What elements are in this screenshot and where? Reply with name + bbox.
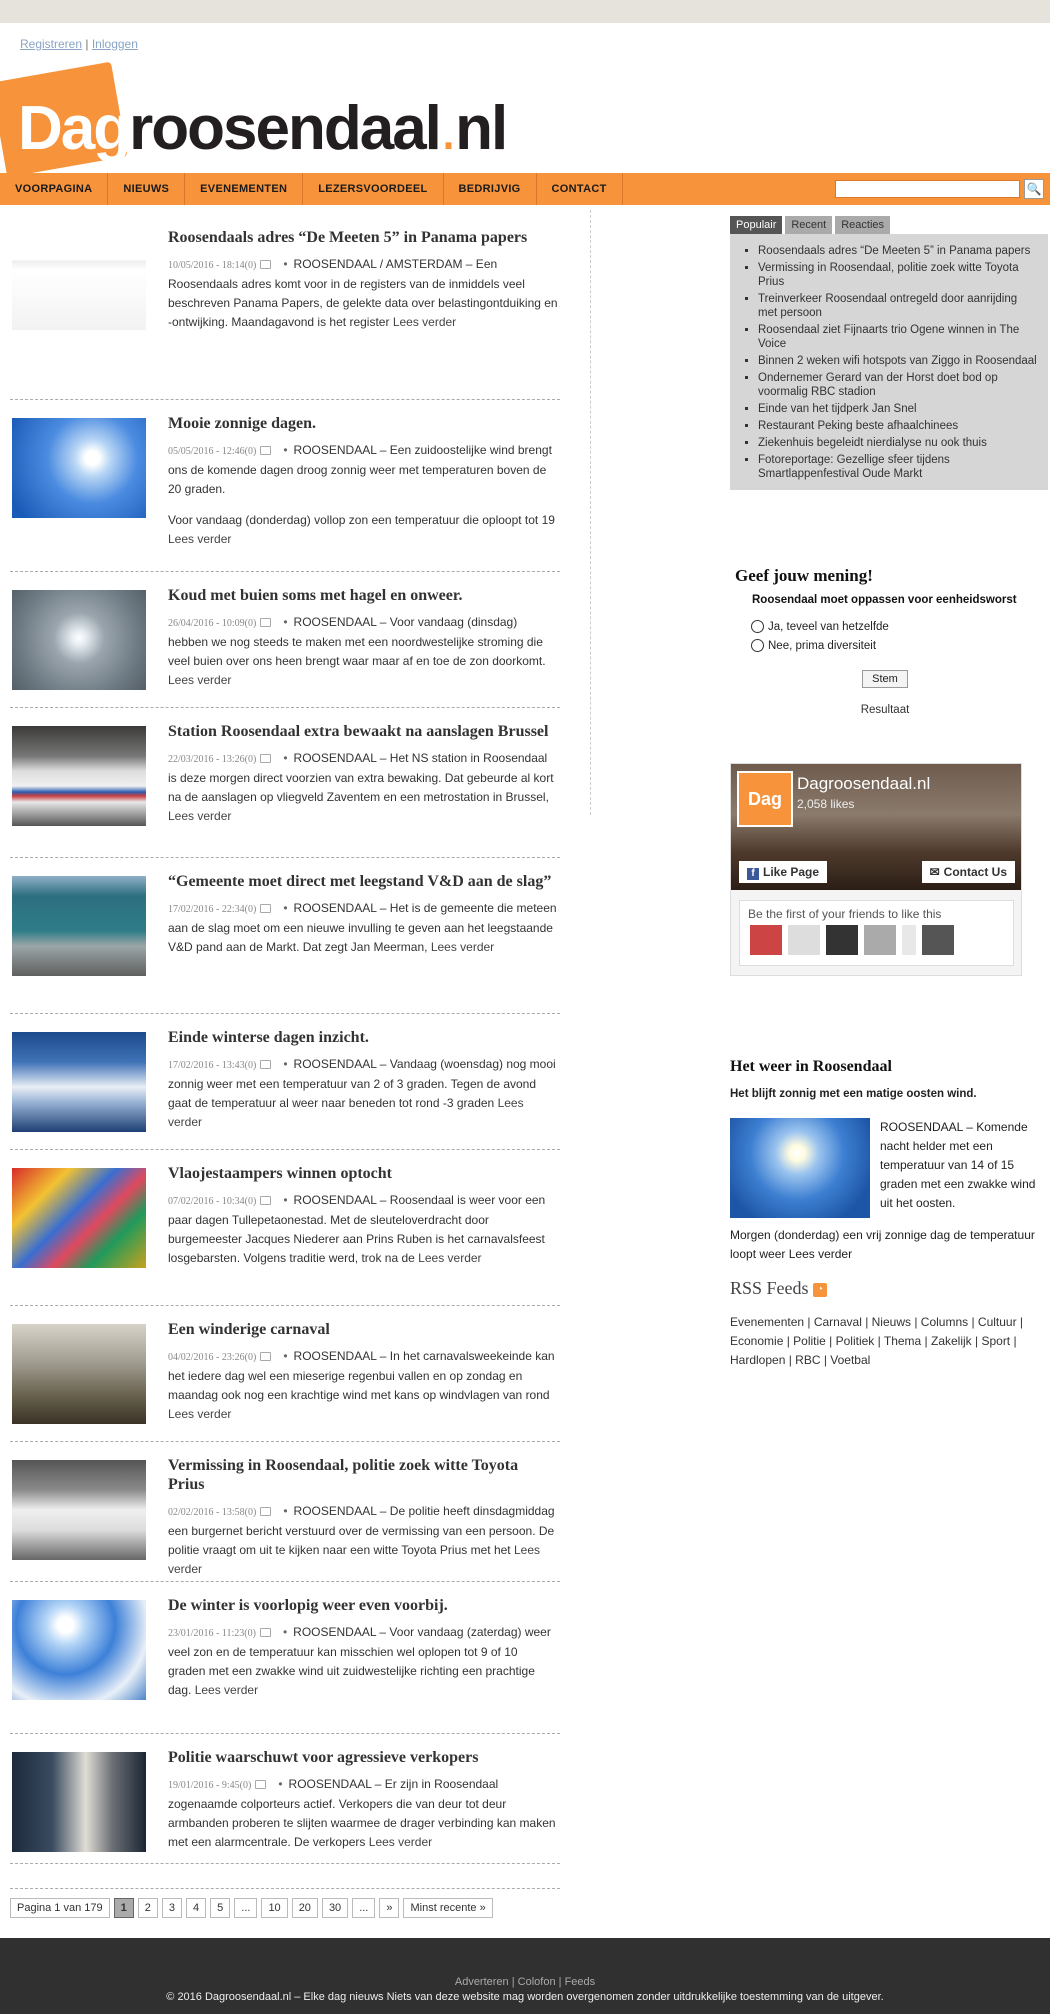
article-date: 02/02/2016 - 13:58: [168, 1507, 245, 1518]
contact-us-button[interactable]: ✉ Contact Us: [922, 861, 1015, 883]
bullet: •: [282, 1625, 288, 1639]
footer-link-colofon[interactable]: Colofon: [517, 1976, 556, 1988]
article-title[interactable]: Mooie zonnige dagen.: [168, 415, 316, 432]
main-nav: [0, 173, 1050, 205]
friend-avatar[interactable]: [864, 925, 896, 955]
tab-populair[interactable]: Populair: [730, 216, 782, 234]
article-date: 17/02/2016 - 22:34: [168, 904, 245, 915]
comment-icon[interactable]: [260, 754, 271, 763]
footer-links: Adverteren | Colofon | Feeds: [454, 1976, 596, 1988]
article-date: 17/02/2016 - 13:43: [168, 1060, 245, 1071]
article-excerpt-2: Voor vandaag (donderdag) vollop zon een temperatuur die oploopt tot 19: [168, 513, 555, 527]
friend-avatar[interactable]: [902, 925, 916, 955]
poll-widget: [735, 566, 1035, 716]
popular-item[interactable]: ▪ Treinverkeer Roosendaal ontregeld door aanrijding met persoon: [758, 292, 1038, 320]
article-item: [10, 1014, 560, 1150]
article-item: [10, 220, 560, 400]
comment-icon[interactable]: [260, 1060, 271, 1069]
facebook-friends-text: Be the first of your friends to like this: [748, 907, 942, 921]
pager-link[interactable]: 5: [210, 1898, 230, 1918]
weather-widget: [730, 1058, 1048, 1370]
article-content: [168, 1456, 558, 1579]
tab-reacties[interactable]: Reacties: [835, 216, 890, 234]
article-item: [10, 572, 560, 708]
article-date: 05/05/2016 - 12:46: [168, 446, 245, 457]
footer-link-feeds[interactable]: Feeds: [564, 1976, 596, 1988]
comment-count[interactable]: (0): [244, 1196, 257, 1207]
article-title[interactable]: Roosendaals adres “De Meeten 5” in Panama papers: [168, 229, 528, 246]
article-thumbnail[interactable]: [12, 1600, 146, 1700]
popular-item[interactable]: ▪ Ondernemer Gerard van der Horst doet bod op voormalig RBC stadion: [758, 371, 1038, 399]
nav-item-evenementen[interactable]: EVENEMENTEN: [185, 173, 303, 205]
friend-avatar[interactable]: [826, 925, 858, 955]
read-more-link[interactable]: Lees verder: [168, 1096, 524, 1129]
comment-icon[interactable]: [260, 1196, 271, 1205]
pager-link[interactable]: 10: [261, 1898, 287, 1918]
article-item: [10, 858, 560, 1014]
radio-icon[interactable]: [751, 639, 764, 652]
footer-link-adverteren[interactable]: Adverteren: [454, 1976, 509, 1988]
comment-count[interactable]: (0): [244, 1507, 257, 1518]
popular-widget: [730, 216, 1048, 490]
article-item: [10, 1150, 560, 1306]
article-item: [10, 1442, 560, 1582]
comment-icon[interactable]: [260, 904, 271, 913]
nav-item-nieuws[interactable]: NIEUWS: [108, 173, 185, 205]
article-thumbnail[interactable]: [12, 1324, 146, 1424]
pager-label: Pagina 1 van 179: [10, 1898, 110, 1918]
bullet: •: [283, 1193, 288, 1207]
radio-icon[interactable]: [751, 620, 764, 633]
article-excerpt: ROOSENDAAL – Er zijn in Roosendaal zogenaamde colporteurs actief. Verkopers die van deur tot deur armbanden proberen te slijten waarmee de drager verbinding kan maken met een alarmcentrale. De verkopers: [168, 1777, 556, 1849]
article-content: [168, 872, 558, 957]
read-more-link[interactable]: Lees verder: [168, 1407, 232, 1421]
article-title[interactable]: Station Roosendaal extra bewaakt na aanslagen Brussel: [168, 723, 549, 740]
poll-heading: Geef jouw mening!: [735, 566, 873, 585]
pager-link[interactable]: ...: [352, 1898, 375, 1918]
article-date: 22/03/2016 - 13:26: [168, 754, 245, 765]
article-date: 10/05/2016 - 18:14: [168, 260, 245, 271]
popular-item[interactable]: ▪ Binnen 2 weken wifi hotspots van Ziggo in Roosendaal: [758, 354, 1038, 368]
article-excerpt: ROOSENDAAL – Het is de gemeente die meteen aan de slag moet om een nieuwe invulling te geven aan het leegstaande V&D pand aan de Markt. Dat zegt Jan Meerman,: [168, 901, 557, 954]
article-item: [10, 1582, 560, 1734]
article-excerpt: ROOSENDAAL – Vandaag (woensdag) nog mooi zonnig weer met een temperatuur van 2 of 3 graden. Tegen de avond gaat de temperatuur al weer naar beneden tot rond -3 graden: [168, 1057, 556, 1110]
article-title[interactable]: Einde winterse dagen inzicht.: [168, 1029, 369, 1046]
nav-item-bedrijvig[interactable]: BEDRIJVIG: [444, 173, 537, 205]
facebook-friends-box: [739, 900, 1014, 966]
pager-divider: [10, 1888, 560, 1889]
article-excerpt: ROOSENDAAL – Een zuidoostelijke wind brengt ons de komende dagen droog zonnig weer met temperaturen boven de 20 graden.: [168, 443, 552, 496]
comment-icon[interactable]: [260, 1352, 271, 1361]
pager-link[interactable]: »: [379, 1898, 399, 1918]
article-content: [168, 1748, 558, 1852]
weather-read-more[interactable]: Lees verder: [788, 1247, 853, 1261]
article-thumbnail[interactable]: [12, 230, 146, 330]
comment-count[interactable]: (0): [244, 1352, 257, 1363]
article-date: 04/02/2016 - 23:26: [168, 1352, 245, 1363]
pager-link[interactable]: 1: [114, 1898, 134, 1918]
article-body: [168, 899, 558, 957]
bullet: •: [283, 901, 288, 915]
article-body: [168, 1347, 558, 1424]
bullet: •: [278, 1777, 283, 1791]
popular-item[interactable]: ▪ Einde van het tijdperk Jan Snel: [758, 402, 1038, 416]
article-body: [168, 441, 558, 549]
poll-question: Roosendaal moet oppassen voor eenheidsworst: [752, 594, 1017, 606]
article-excerpt: ROOSENDAAL – Voor vandaag (dinsdag) hebben we nog steeds te maken met een noordwestelijke stroming die veel buien over ons heen brengt waar maar af en toe de zon doorkomt.: [168, 615, 546, 668]
article-excerpt: ROOSENDAAL – Roosendaal is weer voor een paar dagen Tullepetaonestad. Met de sleuteloverdracht door burgemeester Jacques Niederer aan Prins Ruben is het carnavalsfeest losgebarsten. Volgens traditie werd, trok na de: [168, 1193, 546, 1265]
friend-avatar[interactable]: [750, 925, 782, 955]
nav-item-voorpagina[interactable]: VOORPAGINA: [0, 173, 108, 205]
poll-option-yes[interactable]: Ja, teveel van hetzelfde: [751, 620, 1035, 633]
article-excerpt: ROOSENDAAL – Het NS station in Roosendaal is deze morgen direct voorzien van extra bewaking. Dat gebeurde al kort na de aanslagen op vliegveld Zaventem en een metrostation in Brussel,: [168, 751, 554, 804]
friend-avatar[interactable]: [788, 925, 820, 955]
weather-tail: Morgen (donderdag) een vrij zonnige dag de temperatuur loopt weer Lees verder: [730, 1228, 1035, 1261]
comment-count[interactable]: (0): [244, 260, 257, 271]
article-thumbnail[interactable]: [12, 418, 146, 518]
article-date: 23/01/2016 - 11:23: [168, 1628, 245, 1639]
article-date: 07/02/2016 - 10:34: [168, 1196, 245, 1207]
search-input[interactable]: [835, 180, 1020, 198]
read-more-link[interactable]: Lees verder: [430, 940, 495, 954]
pager-link[interactable]: 20: [292, 1898, 318, 1918]
facebook-faces: [740, 925, 1013, 955]
read-more-link[interactable]: Lees verder: [168, 809, 232, 823]
pager-link[interactable]: 4: [186, 1898, 206, 1918]
bullet: •: [283, 1057, 288, 1071]
article-thumbnail[interactable]: [12, 726, 146, 826]
nav-item-contact[interactable]: CONTACT: [537, 173, 623, 205]
facebook-likes: 2,058 likes: [797, 797, 855, 811]
comment-count[interactable]: (0): [244, 1628, 256, 1639]
popular-item[interactable]: ▪ Vermissing in Roosendaal, politie zoek witte Toyota Prius: [758, 261, 1038, 289]
article-thumbnail[interactable]: [12, 1168, 146, 1268]
article-content: [168, 1164, 558, 1268]
site-logo[interactable]: [6, 78, 507, 176]
comment-icon[interactable]: [260, 446, 271, 455]
comment-count[interactable]: (0): [244, 1060, 257, 1071]
read-more-link[interactable]: Lees verder: [418, 1251, 482, 1265]
article-title[interactable]: Vlaojestaampers winnen optocht: [168, 1165, 392, 1182]
article-item: [10, 1734, 560, 1864]
logo-text: Dagroosendaal.nl: [18, 94, 507, 163]
footer: [0, 1938, 1050, 2014]
article-thumbnail[interactable]: [12, 1752, 146, 1852]
rss-icon[interactable]: ◔: [813, 1283, 827, 1297]
bullet: •: [283, 443, 288, 457]
like-page-button[interactable]: f Like Page: [739, 861, 827, 883]
comment-count[interactable]: (0): [244, 754, 257, 765]
friend-avatar[interactable]: [922, 925, 954, 955]
tab-recent[interactable]: Recent: [785, 216, 832, 234]
article-excerpt: ROOSENDAAL – In het carnavalsweekeinde kan het iedere dag wel een mieserige regenbui vallen en op zondag en maandag ook nog een krachtige wind met kans op windvlagen van rond: [168, 1349, 555, 1402]
article-item: [10, 1306, 560, 1442]
article-thumbnail[interactable]: [12, 1460, 146, 1560]
article-title[interactable]: Een winderige carnaval: [168, 1321, 330, 1338]
article-content: [168, 228, 558, 332]
popular-item[interactable]: ▪ Restaurant Peking beste afhaalchinees: [758, 419, 1038, 433]
read-more-link[interactable]: Lees verder: [194, 1683, 259, 1697]
footer-copyright: © 2016 Dagroosendaal.nl – Elke dag nieuws Niets van deze website mag worden overgenomen zonder uitdrukkelijke toestemming van de uitgever.: [166, 1991, 884, 2003]
comment-icon[interactable]: [260, 1507, 271, 1516]
article-content: [168, 414, 558, 549]
comment-count[interactable]: (0): [244, 446, 257, 457]
column-divider: [590, 210, 591, 815]
article-body: [168, 749, 558, 826]
article-item: [10, 400, 560, 572]
read-more-link[interactable]: Lees verder: [168, 673, 232, 687]
article-thumbnail[interactable]: [12, 876, 146, 976]
article-item: [10, 708, 560, 858]
facebook-widget: [730, 763, 1022, 976]
article-date: 19/01/2016 - 9:45: [168, 1780, 240, 1791]
search-button[interactable]: [1024, 179, 1044, 199]
weather-image: [730, 1118, 870, 1218]
article-title[interactable]: Koud met buien soms met hagel en onweer.: [168, 587, 463, 604]
vote-button[interactable]: Stem: [862, 670, 908, 688]
article-title[interactable]: Politie waarschuwt voor agressieve verkopers: [168, 1749, 479, 1766]
read-more-link[interactable]: Lees verder: [168, 532, 232, 546]
results-link[interactable]: Resultaat: [860, 704, 910, 716]
article-excerpt: ROOSENDAAL / AMSTERDAM – Een Roosendaals adres komt voor in de registers van de inmiddels veel beschreven Panama Papers, de gelekte data over belastingontduiking en -ontwijking. Maandagavond is het register: [168, 257, 558, 329]
bullet: •: [283, 1504, 288, 1518]
read-more-link[interactable]: Lees verder: [168, 1543, 540, 1576]
pagination: [10, 1898, 493, 1918]
bullet: •: [283, 1349, 288, 1363]
comment-icon[interactable]: [260, 618, 271, 627]
article-thumbnail[interactable]: [12, 1032, 146, 1132]
register-link[interactable]: Registreren: [20, 37, 83, 51]
article-content: [168, 1596, 558, 1700]
comment-icon[interactable]: [255, 1780, 266, 1789]
top-strip: [0, 0, 1050, 23]
login-link[interactable]: Inloggen: [91, 37, 138, 51]
article-excerpt: ROOSENDAAL – De politie heeft dinsdagmiddag een burgernet bericht verstuurd over de vermissing van een persoon. De politie vraagt om uit te kijken naar een witte Toyota Prius met het: [168, 1504, 555, 1557]
bullet: •: [283, 615, 288, 629]
article-content: [168, 586, 558, 690]
article-thumbnail[interactable]: [12, 590, 146, 690]
account-separator: |: [85, 37, 89, 51]
poll-option-no[interactable]: Nee, prima diversiteit: [751, 639, 1035, 652]
comment-icon[interactable]: [260, 1628, 271, 1637]
comment-count[interactable]: (0): [244, 904, 257, 915]
nav-item-lezersvoordeel[interactable]: LEZERSVOORDEEL: [303, 173, 443, 205]
popular-item[interactable]: ▪ Roosendaals adres “De Meeten 5” in Panama papers: [758, 244, 1038, 258]
weather-text: ROOSENDAAL – Komende nacht helder met een temperatuur van 14 of 15 graden met een zwakke wind uit het oosten.: [880, 1120, 1036, 1210]
pager-link[interactable]: ...: [234, 1898, 257, 1918]
popular-item[interactable]: ▪ Ziekenhuis begeleidt nierdialyse nu ook thuis: [758, 436, 1038, 450]
article-content: [168, 1320, 558, 1424]
popular-list: [730, 234, 1048, 490]
article-content: [168, 1028, 558, 1132]
article-title[interactable]: De winter is voorlopig weer even voorbij.: [168, 1597, 448, 1614]
pager-link[interactable]: 2: [138, 1898, 158, 1918]
comment-count[interactable]: (0): [244, 618, 257, 629]
article-body: [168, 1775, 558, 1852]
article-date: 26/04/2016 - 10:09: [168, 618, 245, 629]
read-more-link[interactable]: Lees verder: [368, 1835, 433, 1849]
rss-links[interactable]: Evenementen | Carnaval | Nieuws | Columns | Cultuur | Economie | Politie | Politiek | Thema | Zakelijk | Sport | Hardlopen | RBC | Voetbal: [730, 1315, 1024, 1367]
article-content: [168, 722, 558, 826]
account-bar: [0, 23, 1050, 55]
article-body: [168, 255, 558, 332]
popular-item[interactable]: ▪ Roosendaal ziet Fijnaarts trio Ogene winnen in The Voice: [758, 323, 1038, 351]
article-body: [168, 1055, 558, 1132]
facebook-cover: [731, 764, 1021, 890]
article-list: [10, 220, 560, 1864]
pager-link[interactable]: 3: [162, 1898, 182, 1918]
facebook-page-name[interactable]: Dagroosendaal.nl: [797, 774, 931, 793]
search-icon: 🔍: [1026, 182, 1042, 196]
facebook-avatar[interactable]: Dag: [737, 771, 793, 827]
popular-item[interactable]: ▪ Fotoreportage: Gezellige sfeer tijdens Smartlappenfestival Oude Markt: [758, 453, 1038, 481]
weather-heading: Het weer in Roosendaal: [730, 1058, 892, 1075]
article-body: [168, 1623, 558, 1700]
article-body: [168, 613, 558, 690]
read-more-link[interactable]: Lees verder: [392, 315, 457, 329]
comment-icon[interactable]: [260, 260, 271, 269]
comment-count[interactable]: (0): [239, 1780, 252, 1791]
article-body: [168, 1191, 558, 1268]
pager-link[interactable]: Minst recente »: [403, 1898, 492, 1918]
article-body: [168, 1502, 558, 1579]
article-title[interactable]: Vermissing in Roosendaal, politie zoek witte Toyota Prius: [168, 1457, 519, 1493]
article-title[interactable]: “Gemeente moet direct met leegstand V&D aan de slag”: [168, 873, 552, 890]
bullet: •: [283, 751, 288, 765]
article-excerpt: ROOSENDAAL – Voor vandaag (zaterdag) weer veel zon en de temperatuur kan misschien wel oplopen tot 9 of 10 graden met een zwakke wind uit zuidwestelijke richting een prachtige dag.: [168, 1625, 551, 1697]
bullet: •: [283, 257, 288, 271]
rss-heading: RSS Feeds ◔: [730, 1278, 1048, 1299]
weather-subheading: Het blijft zonnig met een matige oosten wind.: [730, 1088, 977, 1100]
pager-link[interactable]: 30: [322, 1898, 348, 1918]
facebook-icon: f: [747, 868, 759, 880]
mail-icon: ✉: [929, 865, 940, 879]
